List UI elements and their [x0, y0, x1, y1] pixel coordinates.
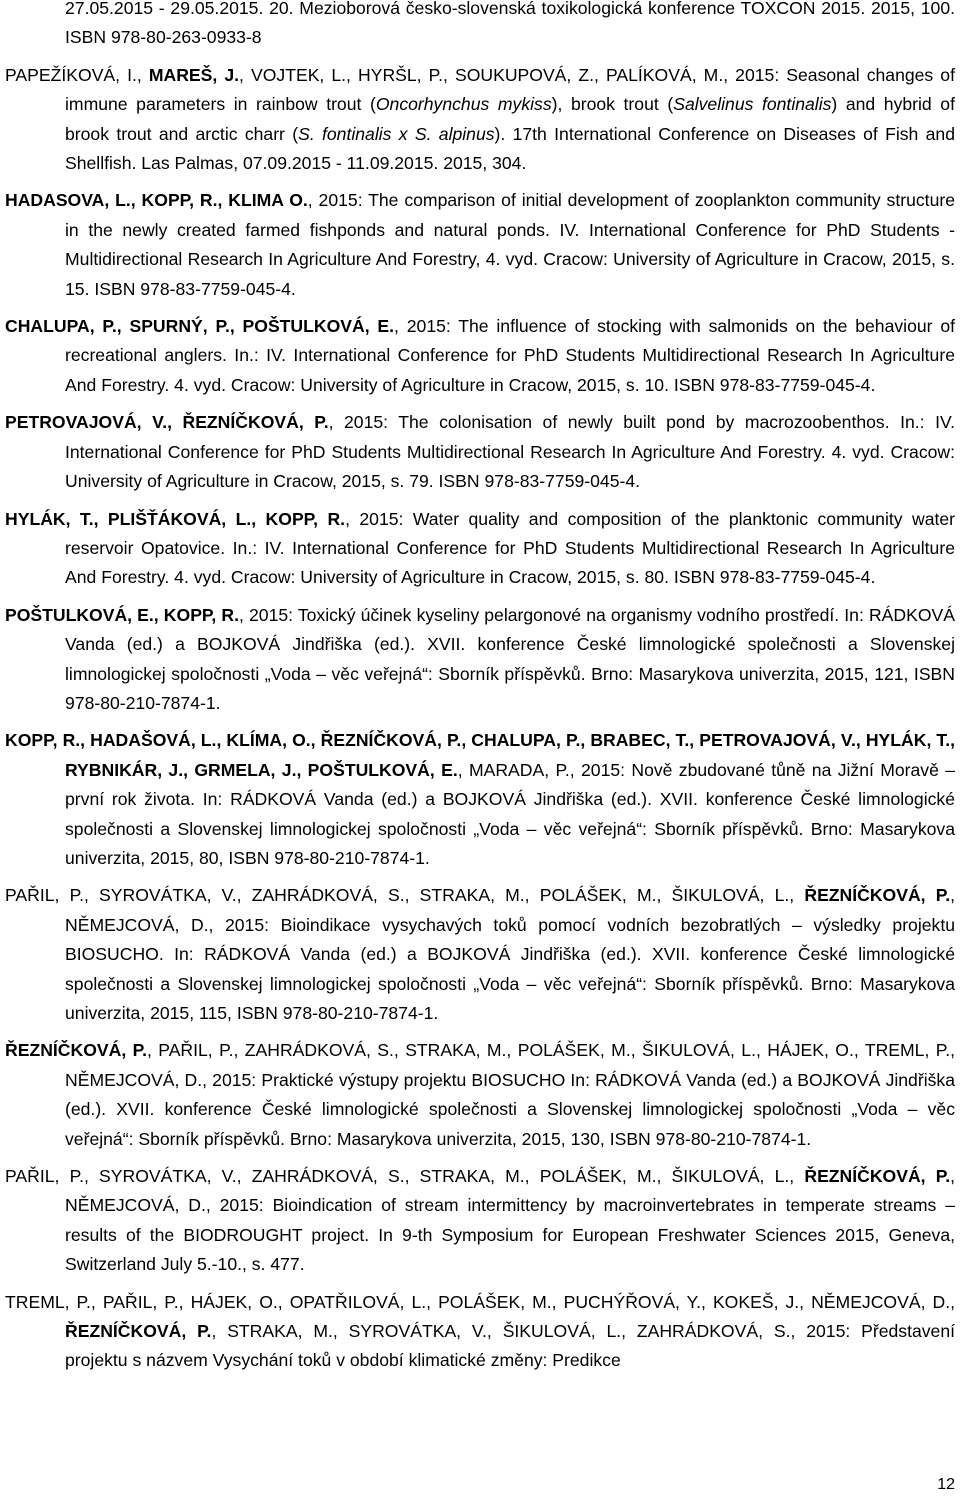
reference-authors: HYLÁK, T., PLIŠŤÁKOVÁ, L., KOPP, R.	[5, 508, 346, 529]
reference-text: ) and hybrid of brook trout and arctic charr (	[65, 94, 955, 144]
reference-authors: POŠTULKOVÁ, E., KOPP, R.	[5, 604, 239, 625]
reference-authors: ŘEZNÍČKOVÁ, P.	[804, 885, 951, 906]
reference-entry	[5, 312, 955, 400]
reference-text: , 2015: The comparison of initial development of zooplankton community structure in the newly created farmed fishponds and natural ponds. IV. International Conference for PhD Students - Multidirectional Research In Agriculture And Forestry, 4. vyd. Cracow: University of Agriculture in Cracow, 2015, s. 15. ISBN 978-83-7759-045-4.	[65, 190, 955, 299]
reference-text: , MARADA, P., 2015: Nově zbudované tůně na Jižní Moravě – první rok života. In: RÁDKOVÁ Vanda (ed.) a BOJKOVÁ Jindřiška (ed.). XVII. konference České limnologické společnosti a Slovenskej limnologickej spoločnosti „Voda – věc veřejná“: Sborník příspěvků. Brno: Masarykova univerzita, 2015, 80, ISBN 978-80-210-7874-1.	[65, 759, 955, 868]
reference-entry	[5, 1036, 955, 1154]
reference-entry	[5, 61, 955, 179]
reference-entry	[5, 0, 955, 53]
reference-authors: ŘEZNÍČKOVÁ, P.	[804, 1166, 951, 1187]
reference-entry	[5, 1162, 955, 1280]
reference-authors: CHALUPA, P., SPURNÝ, P., POŠTULKOVÁ, E.	[5, 316, 395, 337]
reference-italic: S. fontinalis x S. alpinus	[298, 123, 495, 144]
reference-entry	[5, 726, 955, 873]
reference-text: PAŘIL, P., SYROVÁTKA, V., ZAHRÁDKOVÁ, S., STRAKA, M., POLÁŠEK, M., ŠIKULOVÁ, L.,	[5, 885, 805, 906]
reference-authors: ŘEZNÍČKOVÁ, P.	[5, 1040, 147, 1061]
reference-list	[5, 0, 955, 1384]
reference-text: PAPEŽÍKOVÁ, I.,	[5, 64, 149, 85]
reference-text: , STRAKA, M., SYROVÁTKA, V., ŠIKULOVÁ, L., ZAHRÁDKOVÁ, S., 2015: Představení projektu s názvem Vysychání toků v období klimatické změny: Predikce	[65, 1321, 955, 1371]
reference-text: , NĚMEJCOVÁ, D., 2015: Bioindikace vysychavých toků pomocí vodních bezobratlých – výsledky projektu BIOSUCHO. In: RÁDKOVÁ Vanda (ed.) a BOJKOVÁ Jindřiška (ed.). XVII. konference České limnologické společnosti a Slovenskej limnologickej spoločnosti „Voda – věc veřejná“: Sborník příspěvků. Brno: Masarykova univerzita, 2015, 115, ISBN 978-80-210-7874-1.	[65, 885, 955, 1023]
reference-authors: PETROVAJOVÁ, V., ŘEZNÍČKOVÁ, P.	[5, 412, 329, 433]
reference-entry	[5, 505, 955, 593]
reference-text: , 2015: Toxický účinek kyseliny pelargonové na organismy vodního prostředí. In: RÁDKOVÁ Vanda (ed.) a BOJKOVÁ Jindřiška (ed.). XVII. konference České limnologické společnosti a Slovenskej limnologickej spoločnosti „Voda – věc veřejná“: Sborník příspěvků. Brno: Masarykova univerzita, 2015, 121, ISBN 978-80-210-7874-1.	[65, 604, 955, 713]
reference-entry	[5, 1288, 955, 1376]
reference-text: PAŘIL, P., SYROVÁTKA, V., ZAHRÁDKOVÁ, S., STRAKA, M., POLÁŠEK, M., ŠIKULOVÁ, L.,	[5, 1166, 805, 1187]
reference-text: , 2015: The colonisation of newly built pond by macrozoobenthos. In.: IV. International Conference for PhD Students Multidirectional Research In Agriculture And Forestry. 4. vyd. Cracow: University of Agriculture in Cracow, 2015, s. 79. ISBN 978-83-7759-045-4.	[65, 412, 955, 492]
reference-entry	[5, 601, 955, 719]
reference-text: , 2015: Seasonal changes of immune parameters in rainbow trout (	[65, 64, 955, 115]
page-number: 12	[937, 1476, 955, 1493]
reference-text: , VOJTEK, L., HYRŠL, P., SOUKUPOVÁ, Z., PALÍKOVÁ, M.	[239, 64, 724, 85]
reference-text: TREML, P., PAŘIL, P., HÁJEK, O., OPATŘILOVÁ, L., POLÁŠEK, M., PUCHÝŘOVÁ, Y., KOKEŠ, J., NĚMEJCOVÁ, D.,	[5, 1291, 955, 1312]
reference-authors: KOPP, R., HADAŠOVÁ, L., KLÍMA, O., ŘEZNÍČKOVÁ, P., CHALUPA, P., BRABEC, T., PETROVAJOVÁ, V., HYLÁK, T., RYBNIKÁR, J., GRMELA, J., POŠTULKOVÁ, E.	[5, 730, 955, 780]
reference-entry	[5, 881, 955, 1028]
reference-text: 27.05.2015 - 29.05.2015. 20. Mezioborová česko-slovenská toxikologická konference TOXCON 2015. 2015, 100. ISBN 978-80-263-0933-8	[65, 0, 955, 48]
reference-text: , NĚMEJCOVÁ, D., 2015: Bioindication of stream intermittency by macroinvertebrates in temperate streams – results of the BIODROUGHT project. In 9-th Symposium for European Freshwater Sciences 2015, Geneva, Switzerland July 5.-10., s. 477.	[65, 1166, 955, 1275]
reference-entry	[5, 186, 955, 304]
reference-text: ). 17th International Conference on Diseases of Fish and Shellfish. Las Palmas, 07.09.2015 - 11.09.2015. 2015, 304.	[65, 123, 955, 174]
reference-italic: Oncorhynchus mykiss	[375, 94, 552, 115]
reference-entry	[5, 408, 955, 496]
reference-text: ), brook trout (	[551, 94, 674, 115]
reference-text: , 2015: The influence of stocking with salmonids on the behaviour of recreational anglers. In.: IV. International Conference for PhD Students Multidirectional Research In Agriculture And Forestry. 4. vyd. Cracow: University of Agriculture in Cracow, 2015, s. 10. ISBN 978-83-7759-045-4.	[65, 316, 955, 395]
reference-authors: ŘEZNÍČKOVÁ, P.	[65, 1321, 212, 1342]
reference-authors: HADASOVA, L., KOPP, R., KLIMA O.	[5, 190, 308, 211]
reference-text: , PAŘIL, P., ZAHRÁDKOVÁ, S., STRAKA, M., POLÁŠEK, M., ŠIKULOVÁ, L., HÁJEK, O., TREML, P., NĚMEJCOVÁ, D., 2015: Praktické výstupy projektu BIOSUCHO In: RÁDKOVÁ Vanda (ed.) a BOJKOVÁ Jindřiška (ed.). XVII. konference České limnologické společnosti a Slovenskej limnologickej spoločnosti „Voda – věc veřejná“: Sborník příspěvků. Brno: Masarykova univerzita, 2015, 130, ISBN 978-80-210-7874-1.	[65, 1040, 955, 1149]
reference-italic: Salvelinus fontinalis	[673, 94, 832, 115]
reference-authors: MAREŠ, J.	[148, 64, 240, 85]
reference-text: , 2015: Water quality and composition of the planktonic community water reservoir Opatovice. In.: IV. International Conference for PhD Students Multidirectional Research In Agriculture And Forestry. 4. vyd. Cracow: University of Agriculture in Cracow, 2015, s. 80. ISBN 978-83-7759-045-4.	[65, 508, 956, 588]
